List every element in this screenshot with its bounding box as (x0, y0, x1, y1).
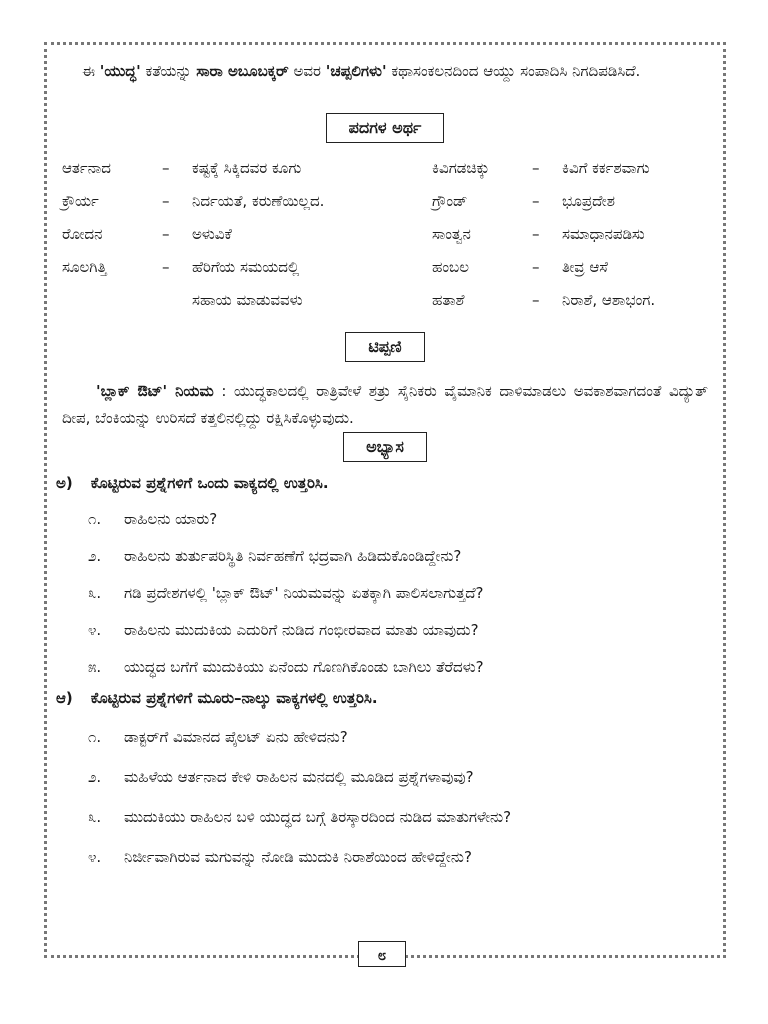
story-title: 'ಯುದ್ಧ' (99, 62, 141, 80)
question-text: ಯುದ್ಧದ ಬಗೆಗೆ ಮುದುಕಿಯು ಏನೆಂದು ಗೊಣಗಿಕೊಂಡು ಬಾಗಿಲು ತೆರೆದಳು? (124, 658, 484, 676)
question-number: ೨. (88, 768, 102, 786)
question-number: ೧. (88, 510, 102, 528)
gloss-dash: – (532, 225, 540, 243)
exercise-heading: ಅಭ್ಯಾಸ (343, 432, 427, 462)
gloss-dash: – (532, 192, 540, 210)
gloss-meaning: ಸಮಾಧಾನಪಡಿಸು (562, 225, 645, 243)
author-name: ಸಾರಾ ಅಬೂಬಕ್ಕರ್ (196, 62, 289, 80)
question-text: ಡಾಕ್ಟರ್‌ಗೆ ವಿಮಾನದ ಪೈಲಟ್ ಏನು ಹೇಳಿದನು? (124, 728, 348, 746)
exercise-section-a (56, 474, 708, 677)
section-b-label: ಆ) (56, 689, 73, 707)
gloss-meaning: ಕಿವಿಗೆ ಕರ್ಕಶವಾಗು (562, 159, 650, 177)
question-item (88, 657, 708, 677)
gloss-meaning: ನಿರ್ದಯತೆ, ಕರುಣೆಯಿಲ್ಲದ. (192, 192, 325, 210)
intro-text-2: ಕತೆಯನ್ನು (140, 62, 197, 80)
gloss-word: ಕ್ರೌರ್ಯ (62, 192, 99, 210)
gloss-dash: – (162, 192, 170, 210)
question-item (88, 509, 708, 529)
note-term: 'ಬ್ಲಾಕ್ ಔಟ್' ನಿಯಮ (96, 382, 214, 400)
exercise-section-b (56, 689, 708, 867)
gloss-dash: – (162, 258, 170, 276)
intro-text-1: ಈ (82, 62, 100, 80)
glossary-grid (62, 157, 708, 312)
question-text: ರಾಹಿಲನು ತುರ್ತುಪರಿಸ್ಥಿತಿ ನಿರ್ವಹಣೆಗೆ ಭದ್ರವಾಗಿ ಹಿಡಿದುಕೊಂಡಿದ್ದೇನು? (124, 547, 462, 565)
question-text: ಮಹಿಳೆಯ ಆರ್ತನಾದ ಕೇಳಿ ರಾಹಿಲನ ಮನದಲ್ಲಿ ಮೂಡಿದ ಪ್ರಶ್ನೆಗಳಾವುವು? (124, 768, 474, 786)
gloss-word-empty (62, 289, 162, 312)
gloss-meaning: ಕಷ್ಟಕ್ಕೆ ಸಿಕ್ಕಿದವರ ಕೂಗು (192, 159, 302, 177)
question-number: ೧. (88, 728, 102, 746)
gloss-meaning: ನಿರಾಶೆ, ಆಶಾಭಂಗ. (562, 291, 656, 309)
glossary-heading: ಪದಗಳ ಅರ್ಥ (326, 113, 445, 143)
gloss-meaning: ಸಹಾಯ ಮಾಡುವವಳು (192, 291, 303, 309)
intro-paragraph (62, 58, 708, 85)
question-number: ೩. (88, 808, 102, 826)
question-number: ೨. (88, 547, 102, 565)
question-number: ೩. (88, 584, 102, 602)
question-text: ನಿರ್ಜೀವಾಗಿರುವ ಮಗುವನ್ನು ನೋಡಿ ಮುದುಕಿ ನಿರಾಶೆಯಿಂದ ಹೇಳಿದ್ದೇನು? (124, 848, 472, 866)
intro-text-4: ಕಥಾಸಂಕಲನದಿಂದ ಆಯ್ದು ಸಂಪಾದಿಸಿ ನಿಗದಿಪಡಿಸಿದೆ. (386, 62, 641, 80)
note-heading: ಟಿಪ್ಪಣಿ (345, 332, 424, 362)
section-a-instruction: ಕೊಟ್ಟಿರುವ ಪ್ರಶ್ನೆಗಳಿಗೆ ಒಂದು ವಾಕ್ಯದಲ್ಲಿ ಉತ್ತರಿಸಿ. (90, 474, 329, 492)
section-a-label: ಅ) (56, 474, 73, 492)
gloss-word: ಆರ್ತನಾದ (62, 159, 111, 177)
question-number: ೪. (88, 621, 102, 639)
gloss-meaning: ಭೂಪ್ರದೇಶ (562, 192, 615, 210)
question-text: ರಾಹಿಲನು ಮುದುಕಿಯ ಎದುರಿಗೆ ನುಡಿದ ಗಂಭೀರವಾದ ಮಾತು ಯಾವುದು? (124, 621, 479, 639)
page-content (56, 58, 708, 867)
note-text: : ಯುದ್ಧಕಾಲದಲ್ಲಿ ರಾತ್ರಿವೇಳೆ ಶತ್ರು ಸೈನಿಕರು ವೈಮಾನಿಕ ದಾಳಿಮಾಡಲು ಅವಕಾಶವಾಗದಂತೆ ವಿದ್ಯುತ್ ದೀಪ, ಬೆಂಕಿಯನ್ನು ಉರಿಸದೆ ಕತ್ತಲಿನಲ್ಲಿದ್ದು ರಕ್ಷಿಸಿಕೊಳ್ಳುವುದು. (62, 382, 708, 427)
question-item (88, 727, 708, 747)
gloss-meaning: ಹೆರಿಗೆಯ ಸಮಯದಲ್ಲಿ (192, 258, 300, 276)
gloss-dash: – (162, 159, 170, 177)
gloss-word: ಹಂಬಲ (432, 258, 469, 276)
question-item (88, 807, 708, 827)
question-item (88, 767, 708, 787)
section-a-heading (56, 474, 708, 492)
question-text: ರಾಹಿಲನು ಯಾರು? (124, 510, 218, 528)
gloss-dash: – (162, 225, 170, 243)
gloss-meaning: ಅಳುವಿಕೆ (192, 225, 232, 243)
gloss-word: ಕಿವಿಗಡಚಿಕ್ಕು (432, 159, 490, 177)
intro-text-3: ಅವರ (288, 62, 326, 80)
question-text: ಗಡಿ ಪ್ರದೇಶಗಳಲ್ಲಿ 'ಬ್ಲಾಕ್ ಔಟ್' ನಿಯಮವನ್ನು ಏತಕ್ಕಾಗಿ ಪಾಲಿಸಲಾಗುತ್ತದೆ? (124, 584, 484, 602)
question-item (88, 847, 708, 867)
gloss-word: ರೋದನ (62, 225, 103, 243)
section-b-instruction: ಕೊಟ್ಟಿರುವ ಪ್ರಶ್ನೆಗಳಿಗೆ ಮೂರು–ನಾಲ್ಕು ವಾಕ್ಯಗಳಲ್ಲಿ ಉತ್ತರಿಸಿ. (90, 689, 378, 707)
question-item (88, 546, 708, 566)
question-item (88, 620, 708, 640)
gloss-meaning: ತೀವ್ರ ಆಸೆ (562, 258, 608, 276)
gloss-dash: – (532, 258, 540, 276)
gloss-word: ಸಾಂತ್ವನ (432, 225, 471, 243)
gloss-word: ಹತಾಶೆ (432, 291, 465, 309)
note-paragraph (62, 378, 708, 432)
section-b-questions (62, 727, 708, 867)
gloss-dash: – (532, 291, 540, 309)
gloss-dash: – (532, 159, 540, 177)
question-text: ಮುದುಕಿಯು ರಾಹಿಲನ ಬಳಿ ಯುದ್ಧದ ಬಗ್ಗೆ ತಿರಸ್ಕಾರದಿಂದ ನುಡಿದ ಮಾತುಗಳೇನು? (124, 808, 512, 826)
page-number: ೮ (358, 941, 406, 967)
section-a-questions (62, 509, 708, 677)
collection-title: 'ಚಪ್ಪಲಿಗಳು' (325, 62, 387, 80)
section-b-heading (56, 689, 708, 707)
gloss-dash-empty (162, 289, 192, 312)
question-number: ೪. (88, 848, 102, 866)
question-item (88, 583, 708, 603)
gloss-word: ಗ್ರೌಂಡ್ (432, 192, 468, 210)
gloss-word: ಸೂಲಗಿತ್ತಿ (62, 258, 107, 276)
question-number: ೫. (88, 658, 102, 676)
